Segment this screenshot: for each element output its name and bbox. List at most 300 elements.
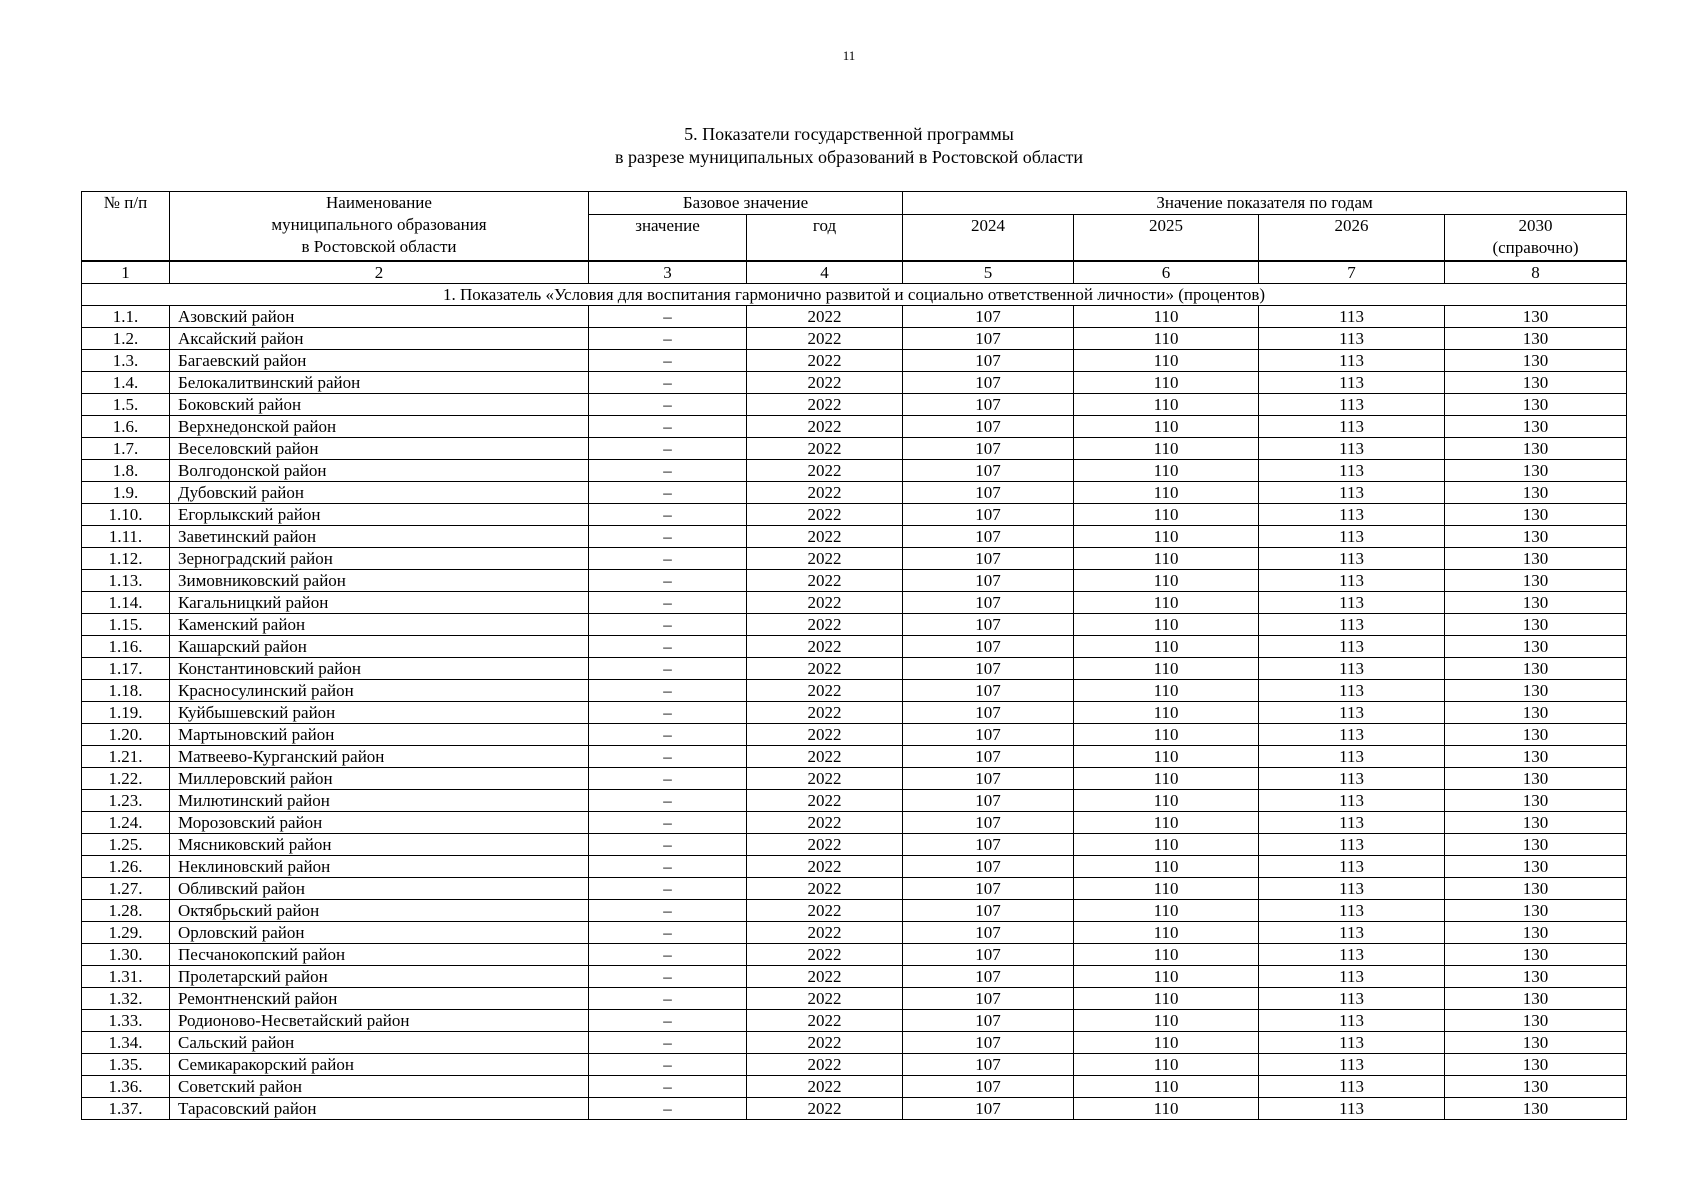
- section-row: [82, 283, 1627, 305]
- value-2024: 107: [903, 833, 1074, 855]
- base-value: –: [589, 921, 747, 943]
- value-2024: 107: [903, 327, 1074, 349]
- municipality-name: Мясниковский район: [170, 833, 589, 855]
- value-2026: 113: [1259, 327, 1445, 349]
- row-number: 1.20.: [82, 723, 170, 745]
- value-2025: 110: [1074, 1075, 1259, 1097]
- row-number: 1.17.: [82, 657, 170, 679]
- value-2030: 130: [1445, 525, 1627, 547]
- base-value: –: [589, 745, 747, 767]
- municipality-name: Азовский район: [170, 305, 589, 327]
- value-2025: 110: [1074, 393, 1259, 415]
- value-2025: 110: [1074, 943, 1259, 965]
- value-2030: 130: [1445, 657, 1627, 679]
- table-row: [82, 371, 1627, 393]
- table-row: [82, 1053, 1627, 1075]
- base-year: 2022: [747, 393, 903, 415]
- header-2030: [1445, 215, 1627, 261]
- table-row: [82, 635, 1627, 657]
- municipality-name: Октябрьский район: [170, 899, 589, 921]
- row-number: 1.32.: [82, 987, 170, 1009]
- municipality-name: Миллеровский район: [170, 767, 589, 789]
- base-value: –: [589, 393, 747, 415]
- table-row: [82, 481, 1627, 503]
- value-2026: 113: [1259, 1053, 1445, 1075]
- value-2026: 113: [1259, 745, 1445, 767]
- value-2026: 113: [1259, 305, 1445, 327]
- column-number: 7: [1259, 261, 1445, 284]
- header-years-group: Значение показателя по годам: [903, 192, 1627, 215]
- value-2024: 107: [903, 987, 1074, 1009]
- base-year: 2022: [747, 635, 903, 657]
- value-2030: 130: [1445, 481, 1627, 503]
- value-2026: 113: [1259, 833, 1445, 855]
- value-2025: 110: [1074, 701, 1259, 723]
- value-2025: 110: [1074, 855, 1259, 877]
- value-2026: 113: [1259, 503, 1445, 525]
- value-2026: 113: [1259, 921, 1445, 943]
- row-number: 1.27.: [82, 877, 170, 899]
- value-2025: 110: [1074, 811, 1259, 833]
- value-2025: 110: [1074, 481, 1259, 503]
- municipality-name: Красносулинский район: [170, 679, 589, 701]
- value-2030: 130: [1445, 811, 1627, 833]
- value-2024: 107: [903, 415, 1074, 437]
- value-2025: 110: [1074, 635, 1259, 657]
- base-value: –: [589, 481, 747, 503]
- value-2025: 110: [1074, 1031, 1259, 1053]
- table-row: [82, 877, 1627, 899]
- base-year: 2022: [747, 789, 903, 811]
- municipality-name: Морозовский район: [170, 811, 589, 833]
- base-year: 2022: [747, 327, 903, 349]
- value-2030: 130: [1445, 503, 1627, 525]
- value-2026: 113: [1259, 437, 1445, 459]
- row-number: 1.18.: [82, 679, 170, 701]
- value-2030: 130: [1445, 701, 1627, 723]
- section-title: 1. Показатель «Условия для воспитания гармонично развитой и социально ответственной личности» (процентов): [82, 283, 1627, 305]
- municipality-name: Заветинский район: [170, 525, 589, 547]
- value-2026: 113: [1259, 635, 1445, 657]
- header-base-group: Базовое значение: [589, 192, 903, 215]
- column-numbers-row: [82, 261, 1627, 284]
- municipality-name: Неклиновский район: [170, 855, 589, 877]
- table-row: [82, 723, 1627, 745]
- value-2025: 110: [1074, 767, 1259, 789]
- base-value: –: [589, 371, 747, 393]
- base-year: 2022: [747, 481, 903, 503]
- header-name-line-2: муниципального образования: [271, 215, 487, 234]
- base-year: 2022: [747, 305, 903, 327]
- municipality-name: Советский район: [170, 1075, 589, 1097]
- row-number: 1.12.: [82, 547, 170, 569]
- table-row: [82, 943, 1627, 965]
- table-row: [82, 1097, 1627, 1119]
- header-num: № п/п: [82, 192, 170, 261]
- value-2026: 113: [1259, 569, 1445, 591]
- base-year: 2022: [747, 437, 903, 459]
- value-2024: 107: [903, 811, 1074, 833]
- municipality-name: Тарасовский район: [170, 1097, 589, 1119]
- municipality-name: Егорлыкский район: [170, 503, 589, 525]
- value-2025: 110: [1074, 371, 1259, 393]
- value-2030: 130: [1445, 679, 1627, 701]
- base-year: 2022: [747, 569, 903, 591]
- value-2030: 130: [1445, 943, 1627, 965]
- base-year: 2022: [747, 679, 903, 701]
- row-number: 1.24.: [82, 811, 170, 833]
- row-number: 1.13.: [82, 569, 170, 591]
- base-year: 2022: [747, 899, 903, 921]
- row-number: 1.9.: [82, 481, 170, 503]
- header-base-value: значение: [589, 215, 747, 261]
- base-year: 2022: [747, 591, 903, 613]
- municipality-name: Багаевский район: [170, 349, 589, 371]
- indicators-table: [81, 191, 1627, 1120]
- value-2025: 110: [1074, 503, 1259, 525]
- column-number: 3: [589, 261, 747, 284]
- row-number: 1.22.: [82, 767, 170, 789]
- base-value: –: [589, 767, 747, 789]
- value-2026: 113: [1259, 613, 1445, 635]
- value-2024: 107: [903, 547, 1074, 569]
- base-value: –: [589, 1031, 747, 1053]
- value-2030: 130: [1445, 613, 1627, 635]
- value-2025: 110: [1074, 591, 1259, 613]
- value-2025: 110: [1074, 723, 1259, 745]
- base-value: –: [589, 613, 747, 635]
- value-2026: 113: [1259, 459, 1445, 481]
- value-2025: 110: [1074, 305, 1259, 327]
- municipality-name: Веселовский район: [170, 437, 589, 459]
- row-number: 1.16.: [82, 635, 170, 657]
- base-year: 2022: [747, 921, 903, 943]
- base-value: –: [589, 965, 747, 987]
- municipality-name: Сальский район: [170, 1031, 589, 1053]
- base-value: –: [589, 547, 747, 569]
- value-2024: 107: [903, 503, 1074, 525]
- base-value: –: [589, 943, 747, 965]
- value-2024: 107: [903, 701, 1074, 723]
- municipality-name: Семикаракорский район: [170, 1053, 589, 1075]
- value-2024: 107: [903, 1031, 1074, 1053]
- value-2025: 110: [1074, 657, 1259, 679]
- value-2030: 130: [1445, 1009, 1627, 1031]
- value-2026: 113: [1259, 1009, 1445, 1031]
- municipality-name: Константиновский район: [170, 657, 589, 679]
- value-2024: 107: [903, 305, 1074, 327]
- municipality-name: Обливский район: [170, 877, 589, 899]
- header-2024: 2024: [903, 215, 1074, 261]
- table-row: [82, 305, 1627, 327]
- value-2030: 130: [1445, 745, 1627, 767]
- row-number: 1.35.: [82, 1053, 170, 1075]
- table-row: [82, 613, 1627, 635]
- base-value: –: [589, 305, 747, 327]
- row-number: 1.8.: [82, 459, 170, 481]
- base-value: –: [589, 591, 747, 613]
- municipality-name: Песчанокопский район: [170, 943, 589, 965]
- table-row: [82, 679, 1627, 701]
- header-2026: 2026: [1259, 215, 1445, 261]
- row-number: 1.1.: [82, 305, 170, 327]
- value-2025: 110: [1074, 877, 1259, 899]
- row-number: 1.3.: [82, 349, 170, 371]
- value-2026: 113: [1259, 701, 1445, 723]
- value-2025: 110: [1074, 789, 1259, 811]
- value-2030: 130: [1445, 371, 1627, 393]
- row-number: 1.7.: [82, 437, 170, 459]
- value-2026: 113: [1259, 943, 1445, 965]
- municipality-name: Аксайский район: [170, 327, 589, 349]
- row-number: 1.23.: [82, 789, 170, 811]
- value-2026: 113: [1259, 1097, 1445, 1119]
- base-year: 2022: [747, 1031, 903, 1053]
- value-2030: 130: [1445, 899, 1627, 921]
- column-number: 8: [1445, 261, 1627, 284]
- base-value: –: [589, 327, 747, 349]
- value-2030: 130: [1445, 459, 1627, 481]
- value-2024: 107: [903, 525, 1074, 547]
- base-value: –: [589, 789, 747, 811]
- base-year: 2022: [747, 1009, 903, 1031]
- value-2030: 130: [1445, 547, 1627, 569]
- row-number: 1.34.: [82, 1031, 170, 1053]
- value-2025: 110: [1074, 965, 1259, 987]
- value-2024: 107: [903, 1053, 1074, 1075]
- base-value: –: [589, 503, 747, 525]
- municipality-name: Зимовниковский район: [170, 569, 589, 591]
- base-value: –: [589, 657, 747, 679]
- municipality-name: Каменский район: [170, 613, 589, 635]
- base-value: –: [589, 833, 747, 855]
- municipality-name: Кашарский район: [170, 635, 589, 657]
- header-name-line-3: в Ростовской области: [301, 237, 457, 256]
- value-2025: 110: [1074, 569, 1259, 591]
- base-value: –: [589, 1097, 747, 1119]
- value-2024: 107: [903, 613, 1074, 635]
- table-row: [82, 1031, 1627, 1053]
- value-2024: 107: [903, 745, 1074, 767]
- value-2026: 113: [1259, 767, 1445, 789]
- document-title: [0, 123, 1698, 169]
- value-2024: 107: [903, 393, 1074, 415]
- value-2026: 113: [1259, 525, 1445, 547]
- value-2025: 110: [1074, 1009, 1259, 1031]
- row-number: 1.28.: [82, 899, 170, 921]
- value-2026: 113: [1259, 811, 1445, 833]
- table-row: [82, 503, 1627, 525]
- value-2025: 110: [1074, 1053, 1259, 1075]
- municipality-name: Орловский район: [170, 921, 589, 943]
- row-number: 1.30.: [82, 943, 170, 965]
- value-2025: 110: [1074, 899, 1259, 921]
- row-number: 1.4.: [82, 371, 170, 393]
- header-name: [170, 192, 589, 261]
- value-2025: 110: [1074, 1097, 1259, 1119]
- row-number: 1.15.: [82, 613, 170, 635]
- base-value: –: [589, 349, 747, 371]
- row-number: 1.36.: [82, 1075, 170, 1097]
- value-2030: 130: [1445, 877, 1627, 899]
- value-2030: 130: [1445, 569, 1627, 591]
- value-2024: 107: [903, 657, 1074, 679]
- base-value: –: [589, 635, 747, 657]
- value-2026: 113: [1259, 855, 1445, 877]
- base-value: –: [589, 701, 747, 723]
- value-2024: 107: [903, 481, 1074, 503]
- value-2024: 107: [903, 679, 1074, 701]
- value-2026: 113: [1259, 591, 1445, 613]
- value-2025: 110: [1074, 459, 1259, 481]
- table-row: [82, 789, 1627, 811]
- base-value: –: [589, 1009, 747, 1031]
- row-number: 1.5.: [82, 393, 170, 415]
- base-value: –: [589, 899, 747, 921]
- row-number: 1.37.: [82, 1097, 170, 1119]
- value-2030: 130: [1445, 965, 1627, 987]
- value-2024: 107: [903, 591, 1074, 613]
- value-2026: 113: [1259, 679, 1445, 701]
- column-number: 5: [903, 261, 1074, 284]
- value-2026: 113: [1259, 987, 1445, 1009]
- title-line-1: 5. Показатели государственной программы: [684, 124, 1014, 144]
- column-number: 6: [1074, 261, 1259, 284]
- row-number: 1.29.: [82, 921, 170, 943]
- base-year: 2022: [747, 987, 903, 1009]
- value-2030: 130: [1445, 327, 1627, 349]
- value-2024: 107: [903, 899, 1074, 921]
- base-year: 2022: [747, 349, 903, 371]
- value-2026: 113: [1259, 657, 1445, 679]
- value-2030: 130: [1445, 415, 1627, 437]
- value-2030: 130: [1445, 723, 1627, 745]
- value-2030: 130: [1445, 437, 1627, 459]
- base-year: 2022: [747, 547, 903, 569]
- row-number: 1.21.: [82, 745, 170, 767]
- value-2024: 107: [903, 877, 1074, 899]
- base-value: –: [589, 987, 747, 1009]
- base-year: 2022: [747, 811, 903, 833]
- value-2024: 107: [903, 1075, 1074, 1097]
- value-2030: 130: [1445, 767, 1627, 789]
- row-number: 1.31.: [82, 965, 170, 987]
- municipality-name: Верхнедонской район: [170, 415, 589, 437]
- base-year: 2022: [747, 1053, 903, 1075]
- value-2024: 107: [903, 437, 1074, 459]
- row-number: 1.10.: [82, 503, 170, 525]
- base-year: 2022: [747, 767, 903, 789]
- value-2026: 113: [1259, 723, 1445, 745]
- base-year: 2022: [747, 701, 903, 723]
- table-row: [82, 767, 1627, 789]
- value-2024: 107: [903, 855, 1074, 877]
- value-2025: 110: [1074, 745, 1259, 767]
- municipality-name: Кагальницкий район: [170, 591, 589, 613]
- header-2030-note: (справочно): [1492, 238, 1579, 257]
- table-row: [82, 569, 1627, 591]
- table-row: [82, 327, 1627, 349]
- value-2025: 110: [1074, 987, 1259, 1009]
- base-value: –: [589, 811, 747, 833]
- row-number: 1.11.: [82, 525, 170, 547]
- value-2024: 107: [903, 349, 1074, 371]
- base-year: 2022: [747, 371, 903, 393]
- page-number: 11: [842, 48, 856, 63]
- row-number: 1.6.: [82, 415, 170, 437]
- municipality-name: Дубовский район: [170, 481, 589, 503]
- value-2026: 113: [1259, 481, 1445, 503]
- table-row: [82, 525, 1627, 547]
- value-2030: 130: [1445, 393, 1627, 415]
- value-2025: 110: [1074, 921, 1259, 943]
- table-row: [82, 745, 1627, 767]
- row-number: 1.19.: [82, 701, 170, 723]
- base-year: 2022: [747, 1075, 903, 1097]
- base-year: 2022: [747, 415, 903, 437]
- municipality-name: Боковский район: [170, 393, 589, 415]
- table-row: [82, 459, 1627, 481]
- value-2030: 130: [1445, 305, 1627, 327]
- base-year: 2022: [747, 459, 903, 481]
- base-year: 2022: [747, 833, 903, 855]
- value-2025: 110: [1074, 679, 1259, 701]
- base-year: 2022: [747, 503, 903, 525]
- value-2024: 107: [903, 943, 1074, 965]
- table-row: [82, 393, 1627, 415]
- value-2026: 113: [1259, 371, 1445, 393]
- value-2025: 110: [1074, 613, 1259, 635]
- value-2025: 110: [1074, 547, 1259, 569]
- base-value: –: [589, 525, 747, 547]
- value-2024: 107: [903, 767, 1074, 789]
- value-2024: 107: [903, 921, 1074, 943]
- value-2026: 113: [1259, 393, 1445, 415]
- base-value: –: [589, 1053, 747, 1075]
- table-row: [82, 415, 1627, 437]
- base-year: 2022: [747, 657, 903, 679]
- value-2026: 113: [1259, 789, 1445, 811]
- value-2026: 113: [1259, 965, 1445, 987]
- municipality-name: Белокалитвинский район: [170, 371, 589, 393]
- value-2026: 113: [1259, 1075, 1445, 1097]
- base-value: –: [589, 1075, 747, 1097]
- base-year: 2022: [747, 965, 903, 987]
- municipality-name: Милютинский район: [170, 789, 589, 811]
- municipality-name: Пролетарский район: [170, 965, 589, 987]
- base-value: –: [589, 415, 747, 437]
- table-row: [82, 437, 1627, 459]
- base-year: 2022: [747, 943, 903, 965]
- base-year: 2022: [747, 723, 903, 745]
- value-2024: 107: [903, 1009, 1074, 1031]
- column-number: 2: [170, 261, 589, 284]
- table-row: [82, 899, 1627, 921]
- row-number: 1.33.: [82, 1009, 170, 1031]
- base-year: 2022: [747, 1097, 903, 1119]
- base-value: –: [589, 569, 747, 591]
- base-year: 2022: [747, 745, 903, 767]
- header-2030-year: 2030: [1518, 216, 1553, 235]
- title-line-2: в разрезе муниципальных образований в Ростовской области: [615, 147, 1083, 167]
- value-2025: 110: [1074, 349, 1259, 371]
- value-2026: 113: [1259, 877, 1445, 899]
- column-number: 1: [82, 261, 170, 284]
- value-2030: 130: [1445, 591, 1627, 613]
- base-value: –: [589, 459, 747, 481]
- value-2030: 130: [1445, 921, 1627, 943]
- value-2024: 107: [903, 569, 1074, 591]
